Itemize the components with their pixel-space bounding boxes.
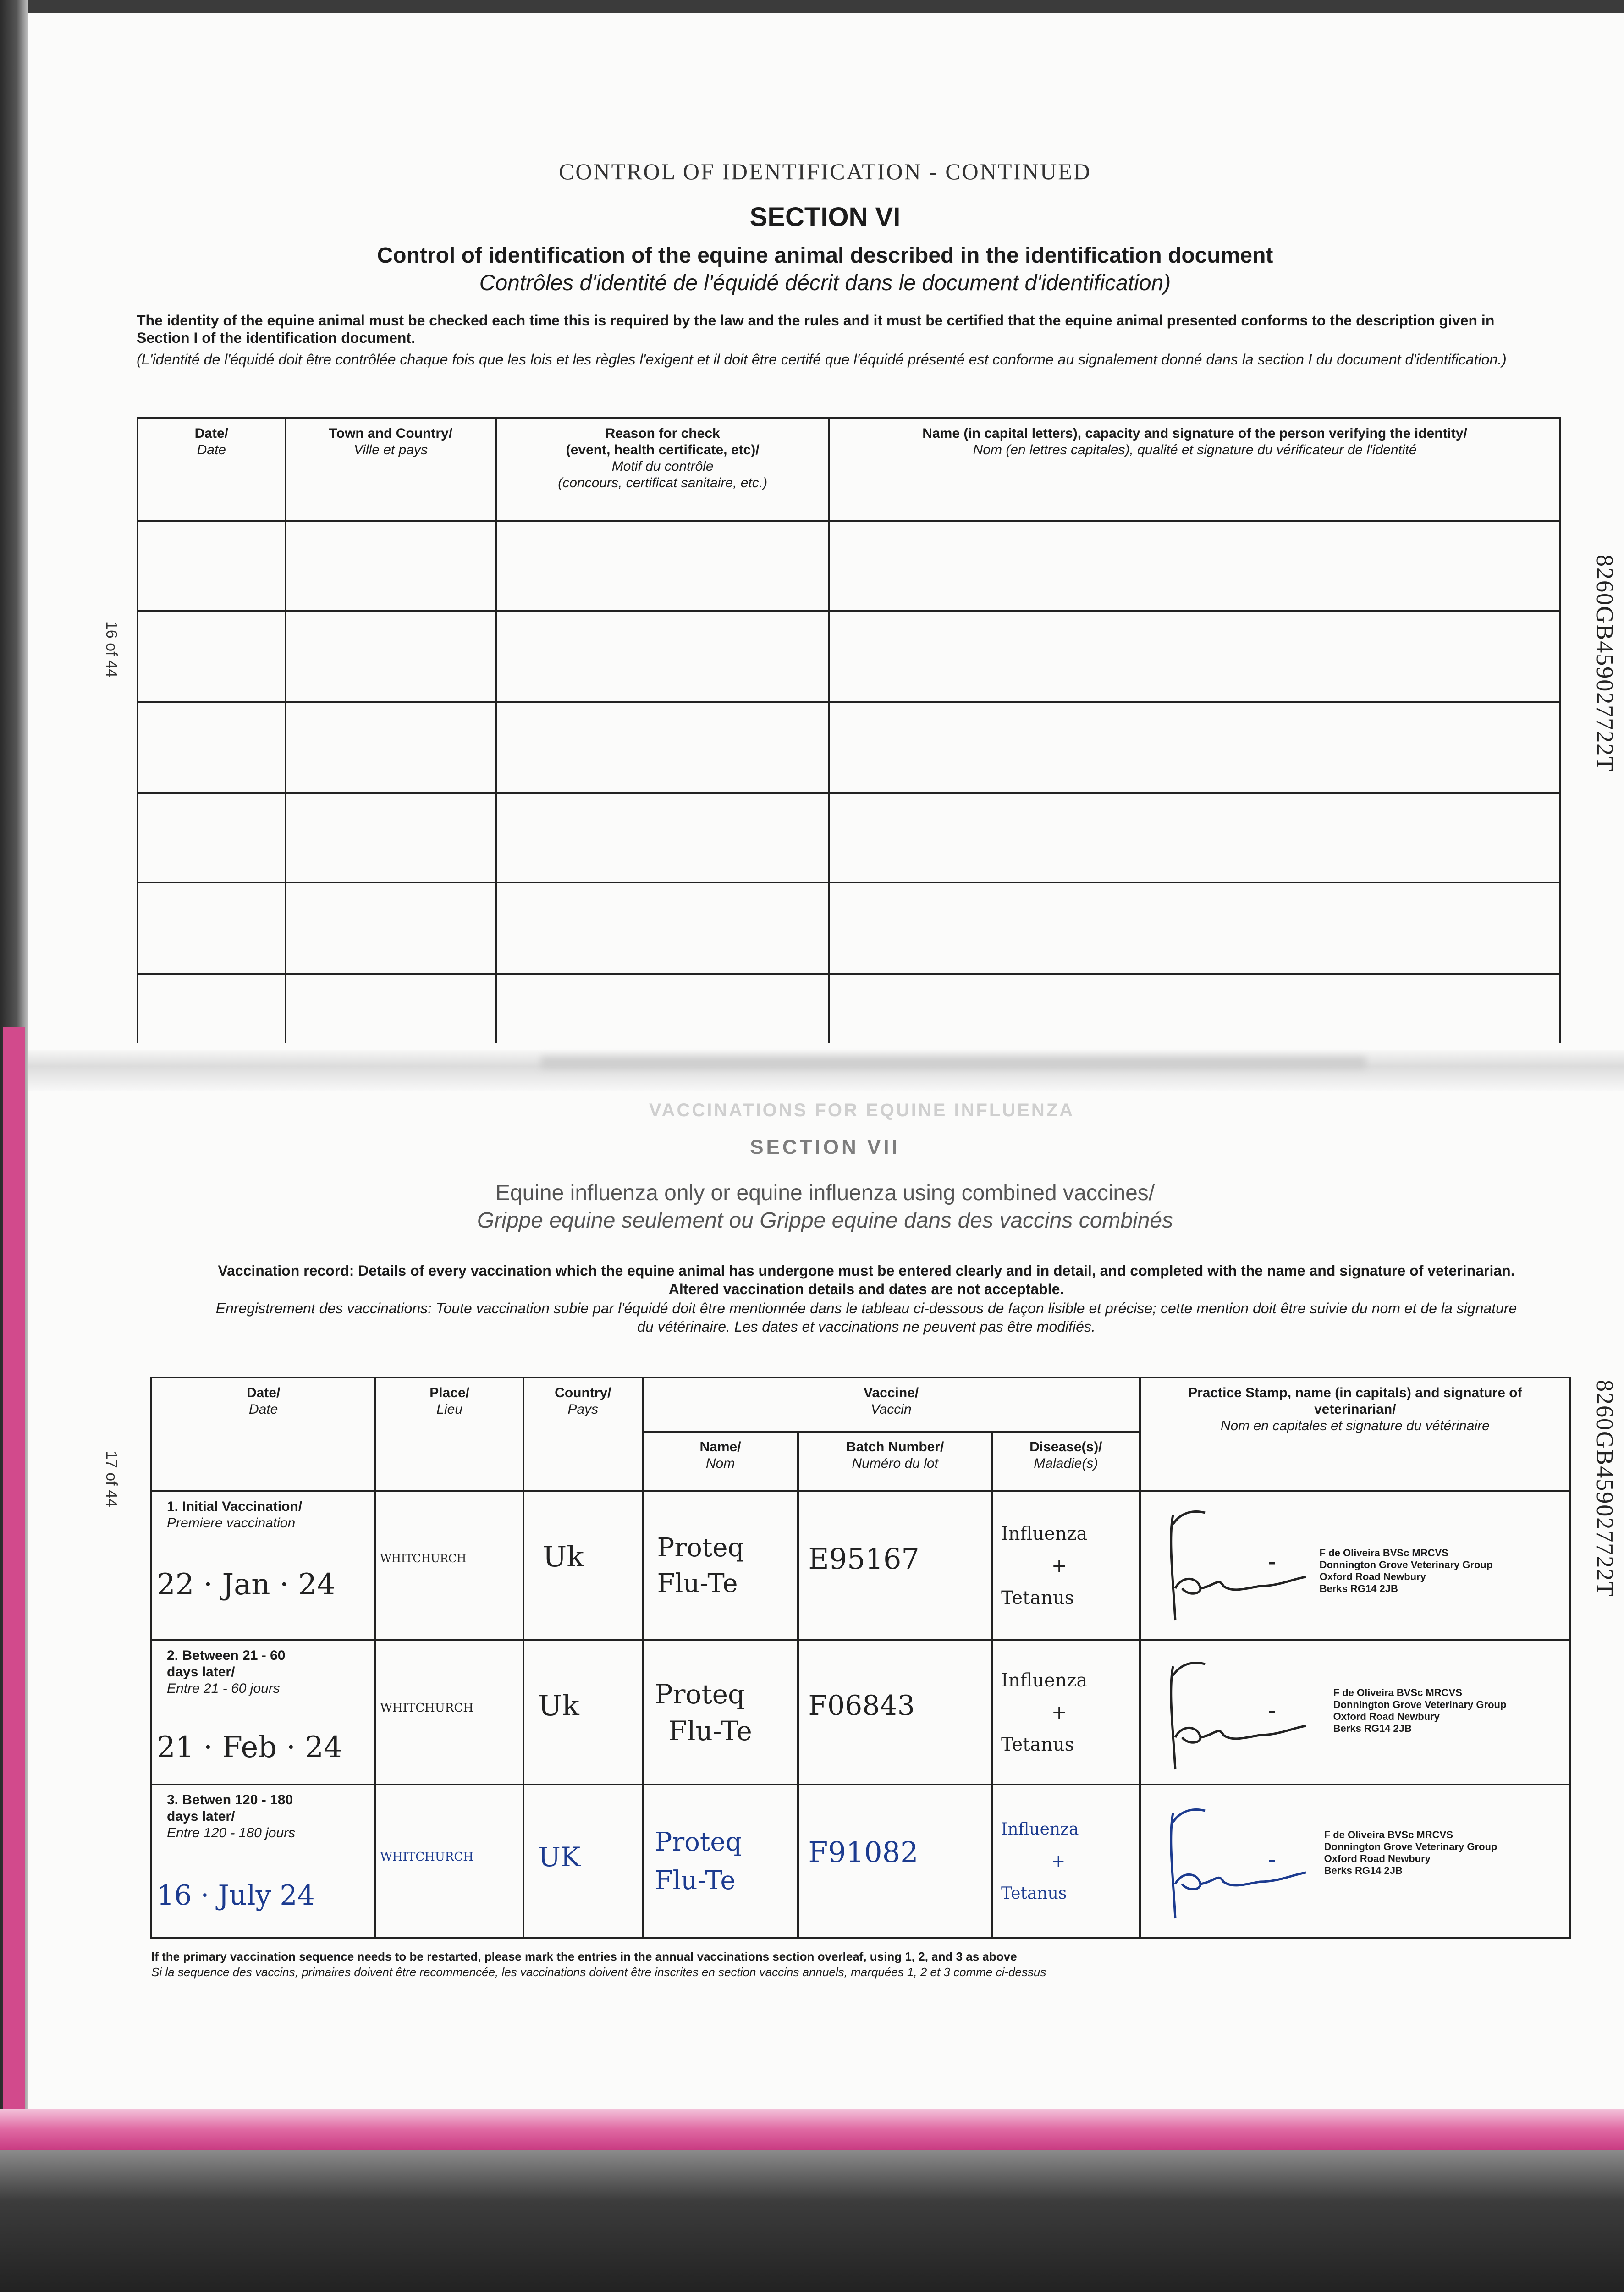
identity-intro-en: The identity of the equine animal must be checked each time this is required by the law and the rules and it must be certified that the equine animal presented conforms to the description given in Section I of the identification document. — [137, 312, 1495, 346]
pink-cover-edge — [3, 1027, 25, 2145]
passport-number-top: 8260GB459027722T — [1591, 555, 1618, 772]
vacc-name-cell: Proteq Flu-Te — [643, 1785, 798, 1938]
identity-check-table — [137, 417, 1561, 1043]
col-diseases: Disease(s)/ Maladie(s) — [992, 1432, 1140, 1491]
practice-stamp: F de Oliveira BVSc MRCVS Donnington Grove Veterinary Group Oxford Road Newbury Berks RG14 2JB — [1319, 1547, 1493, 1594]
vacc-stamp-cell — [1140, 1785, 1570, 1938]
pink-cover-bottom — [0, 2109, 1624, 2150]
passport-number-bottom: 8260GB459027722T — [1591, 1380, 1618, 1597]
vacc-date-handwritten: 22 · Jan · 24 — [157, 1568, 336, 1602]
table-row — [138, 793, 1560, 882]
vacc-stamp-cell — [1140, 1640, 1570, 1785]
table-row — [151, 1640, 1570, 1785]
vacc-disease-cell: Influenza + Tetanus — [992, 1640, 1140, 1785]
vacc-name-cell: Proteq Flu-Te — [643, 1640, 798, 1785]
vacc-date-handwritten: 16 · July 24 — [157, 1879, 315, 1912]
page-number-16: 16 of 44 — [103, 621, 120, 678]
vacc-batch-cell: F06843 — [798, 1640, 992, 1785]
vet-signature — [1155, 1797, 1306, 1934]
vacc-place-cell: WHITCHURCH — [375, 1785, 523, 1938]
table-row — [151, 1785, 1570, 1938]
vacc-stamp-cell — [1140, 1491, 1570, 1640]
practice-stamp: F de Oliveira BVSc MRCVS Donnington Grove Veterinary Group Oxford Road Newbury Berks RG14 2JB — [1333, 1687, 1507, 1734]
vacc-country-cell: UK — [523, 1785, 643, 1938]
vacc-row-label: 2. Between 21 - 60 days later/ Entre 21 - 60 jours 21 · Feb · 24 — [151, 1640, 375, 1785]
section-vi-title: SECTION VI — [749, 202, 901, 232]
section-vi-heading-en: Control of identification of the equine animal described in the identification document — [377, 243, 1273, 268]
vaccination-record-fr-2: du vétérinaire. Les dates et vaccinations ne peuvent pas être modifiés. — [637, 1318, 1096, 1335]
vaccination-record-en: Vaccination record: Details of every vaccination which the equine animal has undergone must be entered clearly and in detail, and completed with the name and signature of veterinarian. — [218, 1262, 1515, 1279]
vaccination-table — [150, 1377, 1571, 1939]
col-town-country: Town and Country/ Ville et pays — [286, 418, 496, 521]
section-vii-heading-fr: Grippe equine seulement ou Grippe equine dans des vaccins combinés — [477, 1208, 1173, 1233]
vacc-disease-cell: Influenza + Tetanus — [992, 1785, 1140, 1938]
vacc-country-cell: Uk — [523, 1640, 643, 1785]
scan-border-bottom — [0, 2141, 1624, 2292]
vacc-disease-cell: Influenza + Tetanus — [992, 1491, 1140, 1640]
identity-intro-fr: (L'identité de l'équidé doit être contrôlée chaque fois que les lois et les règles l'exigent et il doit être certifé que l'équidé présenté est conforme au signalement donné dans la section I du document d'identification.) — [137, 351, 1507, 368]
table-row — [151, 1491, 1570, 1640]
footnote-fr: Si la sequence des vaccins, primaires doivent être recommencée, les vaccinations doivent être inscrites en section vaccins annuels, marquées 1, 2 et 3 comme ci-dessus — [151, 1965, 1046, 1979]
col-place: Place/ Lieu — [375, 1377, 523, 1491]
col-date: Date/ Date — [138, 418, 286, 521]
identity-table-header — [138, 418, 1560, 521]
section-vi-heading-fr: Contrôles d'identité de l'équidé décrit dans le document d'identification) — [479, 271, 1171, 295]
table-row — [138, 882, 1560, 974]
table-row — [138, 974, 1560, 1043]
col-vaccine-name: Name/ Nom — [643, 1432, 798, 1491]
page-number-17: 17 of 44 — [103, 1451, 120, 1507]
section-vii-title: SECTION VII — [750, 1136, 900, 1158]
col-batch-number: Batch Number/ Numéro du lot — [798, 1432, 992, 1491]
table-row — [138, 611, 1560, 702]
vacc-country-cell: Uk — [523, 1491, 643, 1640]
vet-signature — [1155, 1650, 1306, 1783]
col-vacc-date: Date/ Date — [151, 1377, 375, 1491]
vacc-name-cell: Proteq Flu-Te — [643, 1491, 798, 1640]
table-row — [138, 702, 1560, 793]
vaccination-record-fr: Enregistrement des vaccinations: Toute vaccination subie par l'équidé doit être mentionnée dans le tableau ci-dessous de façon lisible et précise; cette mention doit être suivie du nom et de la signature — [215, 1300, 1517, 1317]
vacc-row-label: 1. Initial Vaccination/ Premiere vaccination 22 · Jan · 24 — [151, 1491, 375, 1640]
table-row — [138, 521, 1560, 611]
footnote-en: If the primary vaccination sequence needs to be restarted, please mark the entries in the annual vaccinations section overleaf, using 1, 2, and 3 as above — [151, 1950, 1017, 1963]
vet-signature — [1155, 1497, 1306, 1634]
vaccination-record-en-2: Altered vaccination details and dates are not acceptable. — [668, 1281, 1064, 1297]
vacc-date-handwritten: 21 · Feb · 24 — [157, 1730, 342, 1764]
col-country: Country/ Pays — [523, 1377, 643, 1491]
vacc-row-label: 3. Betwen 120 - 180 days later/ Entre 120 - 180 jours 16 · July 24 — [151, 1785, 375, 1938]
practice-stamp: F de Oliveira BVSc MRCVS Donnington Grove Veterinary Group Oxford Road Newbury Berks RG14 2JB — [1324, 1829, 1497, 1876]
section-vii-heading-en: Equine influenza only or equine influenza using combined vaccines/ — [495, 1181, 1155, 1205]
vacc-batch-cell: E95167 — [798, 1491, 992, 1640]
vacc-place-cell: WHITCHURCH — [375, 1491, 523, 1640]
vacc-header-row-1 — [151, 1377, 1570, 1432]
vacc-batch-cell: F91082 — [798, 1785, 992, 1938]
col-verifier: Name (in capital letters), capacity and signature of the person verifying the identity/ Nom (en lettres capitales), qualité et signature du vérificateur de l'identité — [829, 418, 1560, 521]
col-reason: Reason for check (event, health certificate, etc)/ Motif du contrôle (concours, certificat sanitaire, etc.) — [496, 418, 829, 521]
fold-shadow — [541, 1057, 1366, 1069]
col-vaccine: Vaccine/ Vaccin — [643, 1377, 1140, 1432]
scan-border-top — [0, 0, 1624, 13]
page-fold — [28, 1050, 1624, 1091]
col-practice-stamp: Practice Stamp, name (in capitals) and signature of veterinarian/ Nom en capitales et signature du vétérinaire — [1140, 1377, 1570, 1491]
vacc-place-cell: WHITCHURCH — [375, 1640, 523, 1785]
faded-section-title: VACCINATIONS FOR EQUINE INFLUENZA — [649, 1100, 1075, 1120]
continued-title: CONTROL OF IDENTIFICATION - CONTINUED — [559, 159, 1091, 184]
